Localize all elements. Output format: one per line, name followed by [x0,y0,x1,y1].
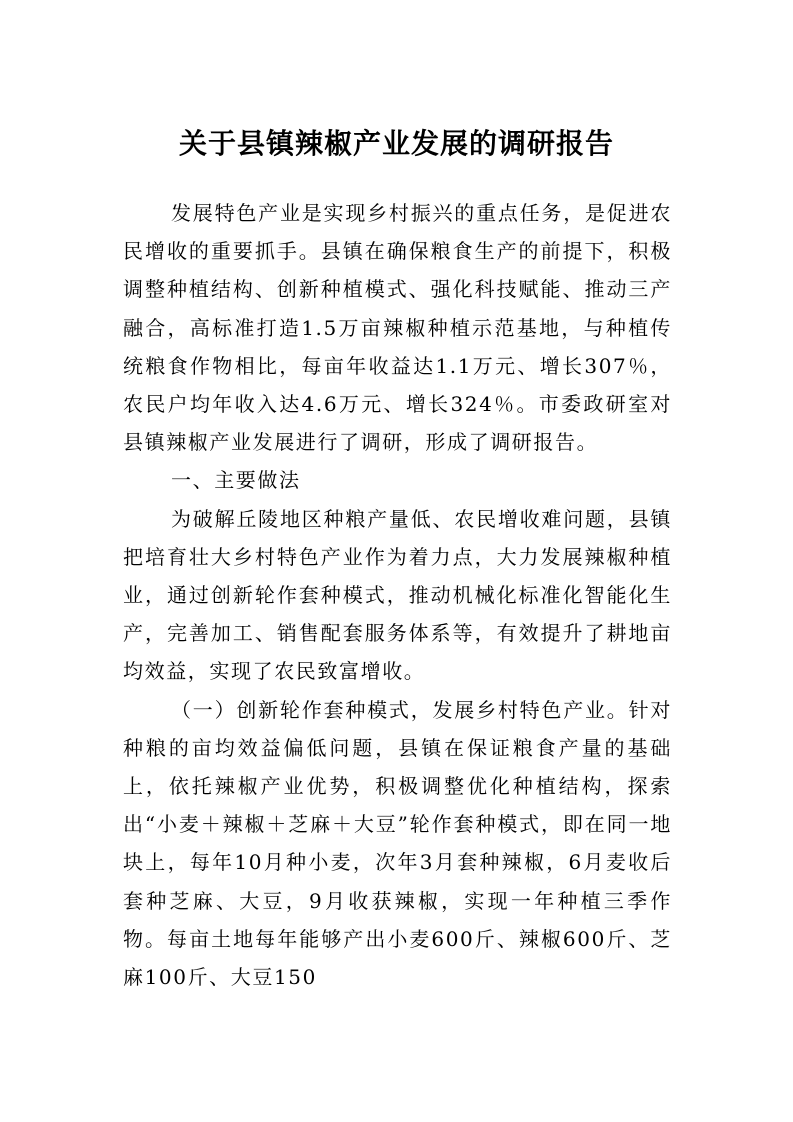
paragraph-practices-overview: 为破解丘陵地区种粮产量低、农民增收难问题，县镇把培育壮大乡村特色产业作为着力点，大力发展辣椒种植业，通过创新轮作套种模式，推动机械化标准化智能化生产，完善加工、销售配套服务体系等，有效提升了耕地亩均效益，实现了农民致富增收。 [123,506,672,684]
paragraph-intro: 发展特色产业是实现乡村振兴的重点任务，是促进农民增收的重要抓手。县镇在确保粮食生产的前提下，积极调整种植结构、创新种植模式、强化科技赋能、推动三产融合，高标准打造1.5万亩辣椒种植示范基地，与种植传统粮食作物相比，每亩年收益达1.1万元、增长307％，农民户均年收入达4.6万元、增长324％。市委政研室对县镇辣椒产业发展进行了调研，形成了调研报告。 [123,201,672,455]
document-title: 关于县镇辣椒产业发展的调研报告 [178,127,614,160]
paragraph-crop-rotation: （一）创新轮作套种模式，发展乡村特色产业。针对种粮的亩均效益偏低问题，县镇在保证粮食产量的基础上，依托辣椒产业优势，积极调整优化种植结构，探索出“小麦＋辣椒＋芝麻＋大豆”轮作套种模式，即在同一地块上，每年10月种小麦，次年3月套种辣椒，6月麦收后套种芝麻、大豆，9月收获辣椒，实现一年种植三季作物。每亩土地每年能够产出小麦600斤、辣椒600斤、芝麻100斤、大豆150 [123,697,672,990]
document-body [123,194,672,996]
section-heading-main-practices: 一、主要做法 [171,468,301,493]
